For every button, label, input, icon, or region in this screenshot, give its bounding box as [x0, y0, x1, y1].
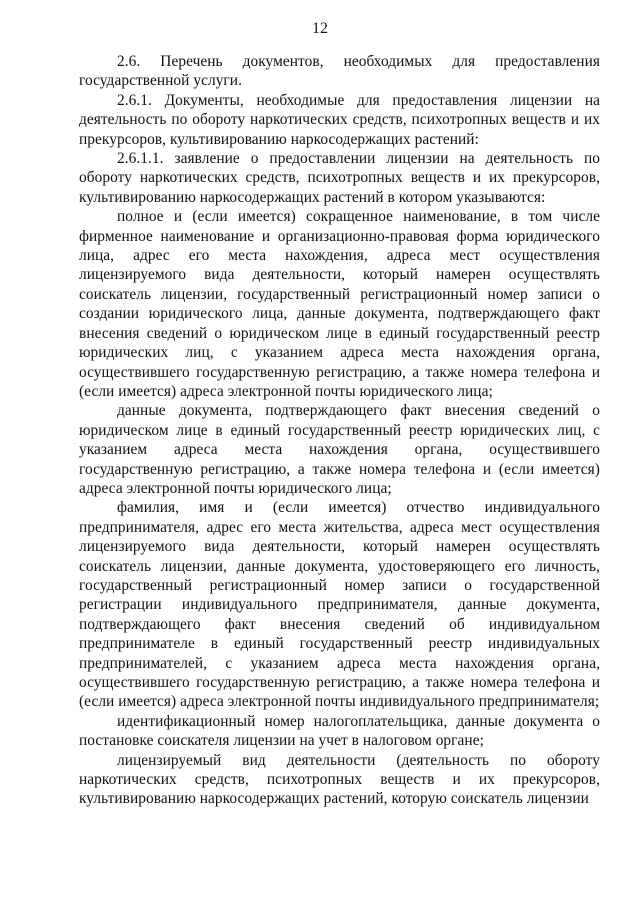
paragraph-registry-data: данные документа, подтверждающего факт внесения сведений о юридическом лице в единый государственный реестр юридических лиц, с указанием адреса места нахождения органа, осуществившего государственную регистрацию, а также номера телефона и (если имеется) адреса электронной почты юридического лица; — [79, 402, 600, 497]
paragraph-taxpayer-id: идентификационный номер налогоплательщика, данные документа о постановке соискателя лицензии на учет в налоговом органе; — [79, 712, 600, 750]
paragraph-individual-entrepreneur: фамилия, имя и (если имеется) отчество индивидуального предпринимателя, адрес его места жительства, адреса мест осуществления лицензируемого вида деятельности, который намерен осуществлять соискатель лицензии, данные документа, удостоверяющего его личность, государственный регистрационный номер записи о государственной регистрации индивидуального предпринимателя, данные документа, подтверждающего факт внесения сведений об индивидуальном предпринимателе в единый государственный реестр индивидуальных предпринимателей, с указанием адреса места нахождения органа, осуществившего государственную регистрацию, а также номера телефона и (если имеется) адреса электронной почты индивидуального предпринимателя; — [79, 499, 600, 711]
paragraph-licensed-activity: лицензируемый вид деятельности (деятельность по обороту наркотических средств, психотропных веществ и их прекурсоров, культивированию наркосодержащих растений, которую соискатель лицензии — [79, 751, 600, 808]
paragraph-section-2-6-1: 2.6.1. Документы, необходимые для предоставления лицензии на деятельность по обороту наркотических средств, психотропных веществ и их прекурсоров, культивированию наркосодержащих растений: — [79, 91, 600, 148]
paragraph-section-2-6-1-1: 2.6.1.1. заявление о предоставлении лицензии на деятельность по обороту наркотических средств, психотропных веществ и их прекурсоров, культивированию наркосодержащих растений в котором указываются: — [79, 150, 600, 206]
document-body — [79, 52, 600, 809]
page-number: 12 — [312, 20, 328, 37]
paragraph-section-2-6: 2.6. Перечень документов, необходимых для предоставления государственной услуги. — [79, 53, 600, 90]
paragraph-legal-entity-name: полное и (если имеется) сокращенное наименование, в том числе фирменное наименование и организационно-правовая форма юридического лица, адрес его места нахождения, адреса мест осуществления лицензируемого вида деятельности, который намерен осуществлять соискатель лицензии, государственный регистрационный номер записи о создании юридического лица, данные документа, подтверждающего факт внесения сведений о юридическом лице в единый государственный реестр юридических лиц, с указанием адреса места нахождения органа, осуществившего государственную регистрацию, а также номера телефона и (если имеется) адреса электронной почты юридического лица; — [79, 208, 600, 400]
